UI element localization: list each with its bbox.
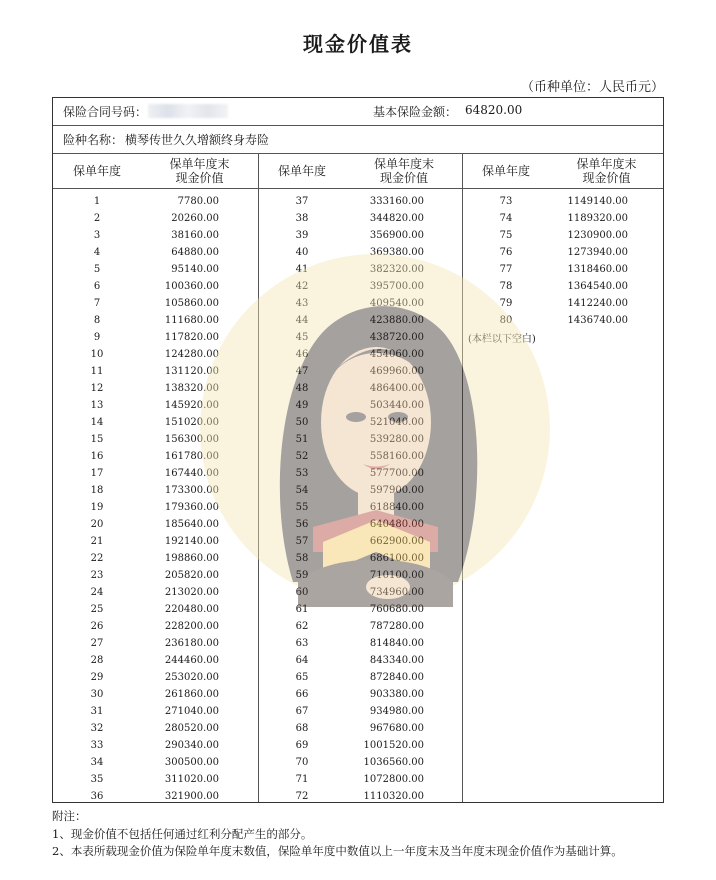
policy-year: 34: [90, 757, 104, 768]
cash-value: 145920.00: [164, 400, 219, 411]
table-row: [258, 278, 424, 295]
policy-year: 60: [295, 587, 309, 598]
policy-year: 47: [295, 366, 309, 377]
table-row: [258, 737, 424, 754]
policy-year: 71: [295, 774, 309, 785]
cash-value: 521040.00: [369, 417, 424, 428]
table-row: [53, 533, 219, 550]
cash-value: 454060.00: [369, 349, 424, 360]
policy-year: 19: [90, 502, 104, 513]
table-row: [53, 278, 219, 295]
table-row: [53, 244, 219, 261]
table-row: [53, 448, 219, 465]
policy-year: 57: [295, 536, 309, 547]
policy-year: 56: [295, 519, 309, 530]
policy-year: 43: [295, 298, 309, 309]
cash-value: 173300.00: [164, 485, 219, 496]
cash-value: 167440.00: [164, 468, 219, 479]
policy-year: 30: [90, 689, 104, 700]
table-row: [53, 465, 219, 482]
table-row: [53, 431, 219, 448]
table-row: [258, 771, 424, 788]
table-row: [462, 193, 628, 210]
cash-value: 1412240.00: [567, 298, 628, 309]
table-row: [258, 601, 424, 618]
policy-year: 15: [90, 434, 104, 445]
cash-value: 395700.00: [369, 281, 424, 292]
policy-year: 28: [90, 655, 104, 666]
policy-year: 68: [295, 723, 309, 734]
table-row: [258, 414, 424, 431]
cash-value: 192140.00: [164, 536, 219, 547]
cash-value: 577700.00: [369, 468, 424, 479]
cash-value: 734960.00: [369, 587, 424, 598]
table-row: [53, 397, 219, 414]
header-year-3: 保单年度: [481, 164, 530, 178]
cash-value: 151020.00: [164, 417, 219, 428]
table-row: [53, 771, 219, 788]
cash-value: 469960.00: [369, 366, 424, 377]
table-row: [258, 720, 424, 737]
table-row: [258, 244, 424, 261]
table-row: [258, 295, 424, 312]
policy-year: 75: [499, 230, 513, 241]
policy-year: 21: [90, 536, 104, 547]
policy-year: 38: [295, 213, 309, 224]
cash-value: 423880.00: [369, 315, 424, 326]
notes: [52, 808, 623, 861]
cash-value: 185640.00: [164, 519, 219, 530]
table-row: [53, 227, 219, 244]
cash-value: 934980.00: [369, 706, 424, 717]
table-row: [53, 414, 219, 431]
cash-value: 131120.00: [164, 366, 219, 377]
cash-value: 100360.00: [164, 281, 219, 292]
table-row: [53, 516, 219, 533]
header-value-line1: 保单年度末: [576, 157, 637, 171]
policy-year: 33: [90, 740, 104, 751]
policy-year: 74: [499, 213, 513, 224]
policy-year: 66: [295, 689, 309, 700]
cash-value: 903380.00: [369, 689, 424, 700]
table-row: [53, 193, 219, 210]
policy-year: 37: [295, 196, 309, 207]
policy-year: 6: [93, 281, 101, 292]
policy-year: 18: [90, 485, 104, 496]
policy-year: 23: [90, 570, 104, 581]
table-row: [258, 550, 424, 567]
header-value-1: [141, 154, 258, 188]
cash-value: 356900.00: [369, 230, 424, 241]
table-row: [258, 567, 424, 584]
cash-value: 244460.00: [164, 655, 219, 666]
table-row: [53, 686, 219, 703]
policy-year: 14: [90, 417, 104, 428]
table-row: [258, 227, 424, 244]
cash-value: 205820.00: [164, 570, 219, 581]
policy-year: 13: [90, 400, 104, 411]
policy-year: 5: [93, 264, 101, 275]
cash-value: 710100.00: [369, 570, 424, 581]
cash-value: 1001520.00: [363, 740, 424, 751]
table-row: [258, 669, 424, 686]
policy-year: 17: [90, 468, 104, 479]
cash-value: 220480.00: [164, 604, 219, 615]
policy-year: 9: [93, 332, 101, 343]
policy-year: 25: [90, 604, 104, 615]
table-row: [53, 312, 219, 329]
cash-value: 290340.00: [164, 740, 219, 751]
table-row: [258, 754, 424, 771]
cash-value: 228200.00: [164, 621, 219, 632]
policy-year: 3: [93, 230, 101, 241]
cash-value: 333160.00: [369, 196, 424, 207]
cash-value: 344820.00: [369, 213, 424, 224]
table-row: [258, 618, 424, 635]
policy-year: 41: [295, 264, 309, 275]
cash-value: 105860.00: [164, 298, 219, 309]
cash-value: 253020.00: [164, 672, 219, 683]
table-row: [53, 669, 219, 686]
table-row: [53, 703, 219, 720]
cash-value: 213020.00: [164, 587, 219, 598]
table-row: [53, 737, 219, 754]
cash-value-column-3: [462, 193, 628, 346]
table-row: [53, 380, 219, 397]
cash-value: 503440.00: [369, 400, 424, 411]
policy-year: 7: [93, 298, 101, 309]
table-row: [258, 261, 424, 278]
header-value-line1: 保单年度末: [373, 157, 434, 171]
policy-year: 24: [90, 587, 104, 598]
cash-value: 1072800.00: [363, 774, 424, 785]
policy-year: 1: [93, 196, 101, 207]
note-item: 1、现金价值不包括任何通过红利分配产生的部分。: [52, 826, 313, 841]
table-row: [53, 329, 219, 346]
policy-year: 62: [295, 621, 309, 632]
table-row: [53, 567, 219, 584]
table-row: [258, 703, 424, 720]
cash-value: 872840.00: [369, 672, 424, 683]
cash-value: 95140.00: [171, 264, 219, 275]
policy-year: 32: [90, 723, 104, 734]
header-value-3: [550, 154, 663, 188]
cash-value: 967680.00: [369, 723, 424, 734]
table-row: [258, 210, 424, 227]
cash-value: 156300.00: [164, 434, 219, 445]
divider: [53, 188, 663, 189]
table-row: [53, 295, 219, 312]
policy-year: 80: [499, 315, 513, 326]
table-row: [258, 652, 424, 669]
policy-year: 8: [93, 315, 101, 326]
cash-value: 20260.00: [171, 213, 219, 224]
cash-value: 1110320.00: [363, 791, 424, 802]
table-row: [53, 720, 219, 737]
header-value-line1: 保单年度末: [169, 157, 230, 171]
policy-year: 55: [295, 502, 309, 513]
redacted-contract-number: [148, 104, 228, 118]
table-row: [53, 652, 219, 669]
cash-value: 124280.00: [164, 349, 219, 360]
cash-value-table: [52, 97, 664, 803]
policy-year: 63: [295, 638, 309, 649]
policy-year: 35: [90, 774, 104, 785]
cash-value: 486400.00: [369, 383, 424, 394]
policy-year: 26: [90, 621, 104, 632]
product-name: 横琴传世久久增额终身寿险: [125, 133, 270, 147]
policy-year: 27: [90, 638, 104, 649]
policy-year: 77: [499, 264, 513, 275]
cash-value: 1318460.00: [567, 264, 628, 275]
cash-value: 618840.00: [369, 502, 424, 513]
policy-year: 45: [295, 332, 309, 343]
cash-value: 1273940.00: [567, 247, 628, 258]
table-row: [53, 499, 219, 516]
table-row: [258, 635, 424, 652]
cash-value: 662900.00: [369, 536, 424, 547]
cash-value: 1436740.00: [567, 315, 628, 326]
table-row: [258, 193, 424, 210]
cash-value: 111680.00: [164, 315, 219, 326]
cash-value: 438720.00: [369, 332, 424, 343]
policy-year: 51: [295, 434, 309, 445]
table-row: [258, 686, 424, 703]
policy-year: 44: [295, 315, 309, 326]
policy-year: 61: [295, 604, 309, 615]
cash-value: 369380.00: [369, 247, 424, 258]
basic-amount-value: 64820.00: [465, 103, 523, 117]
table-row: [258, 363, 424, 380]
cash-value-column-2: [258, 193, 424, 805]
table-row: [258, 380, 424, 397]
table-row: [462, 312, 628, 329]
policy-year: 69: [295, 740, 309, 751]
policy-year: 46: [295, 349, 309, 360]
table-row: [258, 431, 424, 448]
policy-year: 42: [295, 281, 309, 292]
cash-value: 1149140.00: [567, 196, 628, 207]
cash-value: 382320.00: [369, 264, 424, 275]
policy-year: 39: [295, 230, 309, 241]
table-row: [258, 346, 424, 363]
cash-value: 640480.00: [369, 519, 424, 530]
policy-year: 78: [499, 281, 513, 292]
table-row: [53, 601, 219, 618]
table-row: [258, 448, 424, 465]
table-row: [258, 499, 424, 516]
cash-value: 311020.00: [164, 774, 219, 785]
cash-value: 138320.00: [164, 383, 219, 394]
cash-value: 261860.00: [164, 689, 219, 700]
policy-year: 72: [295, 791, 309, 802]
policy-year: 36: [90, 791, 104, 802]
product-label: 险种名称：: [63, 133, 124, 147]
table-row: [258, 788, 424, 805]
note-item: 2、本表所载现金价值为保险单年度末数值，保险单年度中数值以上一年度末及当年度末现金价值作为基础计算。: [52, 844, 623, 858]
cash-value: 1364540.00: [567, 281, 628, 292]
contract-number-label: 保险合同号码：: [63, 105, 148, 119]
cash-value: 787280.00: [369, 621, 424, 632]
header-year-2: 保单年度: [277, 164, 326, 178]
policy-year: 50: [295, 417, 309, 428]
policy-year: 4: [93, 247, 101, 258]
table-row: [258, 312, 424, 329]
header-year-1: 保单年度: [72, 164, 121, 178]
header-value-line2: 现金价值: [175, 171, 224, 185]
table-row: [53, 635, 219, 652]
table-row: [53, 788, 219, 805]
policy-year: 58: [295, 553, 309, 564]
table-row: [462, 261, 628, 278]
table-row: [258, 329, 424, 346]
header-value-line2: 现金价值: [379, 171, 428, 185]
table-row: [53, 482, 219, 499]
table-row: [53, 550, 219, 567]
cash-value: 1036560.00: [363, 757, 424, 768]
table-row: [258, 482, 424, 499]
table-row: [53, 261, 219, 278]
policy-year: 10: [90, 349, 104, 360]
policy-year: 65: [295, 672, 309, 683]
header-value-2: [346, 154, 462, 188]
cash-value: 117820.00: [164, 332, 219, 343]
policy-year: 52: [295, 451, 309, 462]
blank-below-note: (本栏以下空白): [468, 334, 536, 345]
policy-year: 29: [90, 672, 104, 683]
policy-year: 2: [93, 213, 101, 224]
basic-amount-label: 基本保险金额：: [373, 105, 458, 119]
table-row: [53, 754, 219, 771]
cash-value: 843340.00: [369, 655, 424, 666]
cash-value: 1189320.00: [567, 213, 628, 224]
cash-value: 409540.00: [369, 298, 424, 309]
cash-value: 597900.00: [369, 485, 424, 496]
policy-year: 12: [90, 383, 104, 394]
cash-value: 179360.00: [164, 502, 219, 513]
cash-value: 64880.00: [171, 247, 219, 258]
notes-heading: 附注：: [52, 809, 87, 823]
policy-year: 64: [295, 655, 309, 666]
cash-value: 198860.00: [164, 553, 219, 564]
table-row: [258, 397, 424, 414]
table-row: [258, 533, 424, 550]
cash-value: 38160.00: [171, 230, 219, 241]
cash-value-column-1: [53, 193, 219, 805]
policy-year: 40: [295, 247, 309, 258]
table-row: [53, 210, 219, 227]
table-row: [462, 227, 628, 244]
cash-value: 236180.00: [164, 638, 219, 649]
page-title: 现金价值表: [303, 32, 413, 56]
table-row: [53, 346, 219, 363]
policy-year: 48: [295, 383, 309, 394]
cash-value: 558160.00: [369, 451, 424, 462]
table-row: [462, 278, 628, 295]
table-row: [258, 584, 424, 601]
table-row: [462, 244, 628, 261]
table-row: [462, 210, 628, 227]
cash-value: 814840.00: [369, 638, 424, 649]
table-row: [53, 618, 219, 635]
policy-year: 79: [499, 298, 513, 309]
policy-year: 53: [295, 468, 309, 479]
cash-value: 760680.00: [369, 604, 424, 615]
policy-year: 59: [295, 570, 309, 581]
header-value-line2: 现金价值: [582, 171, 631, 185]
policy-year: 20: [90, 519, 104, 530]
table-row: [462, 295, 628, 312]
cash-value: 271040.00: [164, 706, 219, 717]
currency-unit: （币种单位：人民币元）: [520, 80, 664, 95]
cash-value: 321900.00: [164, 791, 219, 802]
divider: [53, 125, 663, 126]
cash-value: 1230900.00: [567, 230, 628, 241]
cash-value: 539280.00: [369, 434, 424, 445]
policy-year: 76: [499, 247, 513, 258]
cash-value: 161780.00: [164, 451, 219, 462]
cash-value: 280520.00: [164, 723, 219, 734]
policy-year: 11: [90, 366, 104, 377]
policy-year: 70: [295, 757, 309, 768]
table-row: [258, 516, 424, 533]
cash-value: 686100.00: [369, 553, 424, 564]
policy-year: 16: [90, 451, 104, 462]
policy-year: 49: [295, 400, 309, 411]
policy-year: 31: [90, 706, 104, 717]
cash-value: 7780.00: [177, 196, 219, 207]
policy-year: 22: [90, 553, 104, 564]
table-row: [258, 465, 424, 482]
table-row: [53, 584, 219, 601]
policy-year: 54: [295, 485, 309, 496]
cash-value: 300500.00: [164, 757, 219, 768]
policy-year: 73: [499, 196, 513, 207]
table-row: [53, 363, 219, 380]
policy-year: 67: [295, 706, 309, 717]
